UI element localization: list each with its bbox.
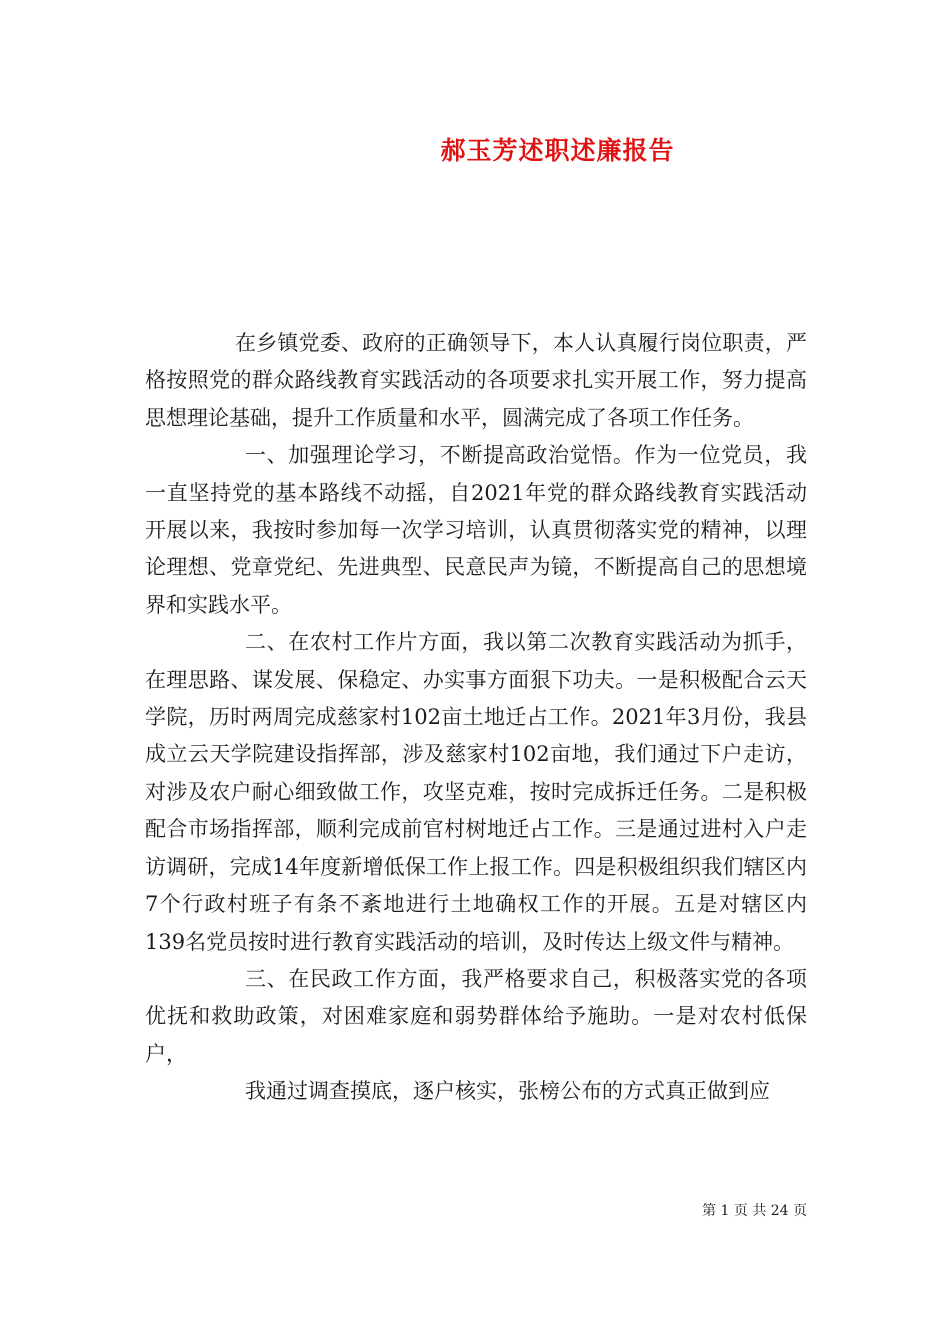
- paragraph-section-2: 二、在农村工作片方面，我以第二次教育实践活动为抓手，在理思路、谋发展、保稳定、办实事方面狠下功夫。一是积极配合云天学院，历时两周完成慈家村102亩土地迁占工作。2021年3月份，我县成立云天学院建设指挥部，涉及慈家村102亩地，我们通过下户走访，对涉及农户耐心细致做工作，攻坚克难，按时完成拆迁任务。二是积极配合市场指挥部，顺利完成前官村树地迁占工作。三是通过进村入户走访调研，完成14年度新增低保工作上报工作。四是积极组织我们辖区内7个行政村班子有条不紊地进行土地确权工作的开展。五是对辖区内139名党员按时进行教育实践活动的培训，及时传达上级文件与精神。: [145, 630, 807, 954]
- document-title: 郝玉芳述职述廉报告: [440, 136, 675, 165]
- paragraph-intro: 在乡镇党委、政府的正确领导下，本人认真履行岗位职责，严格按照党的群众路线教育实践活动的各项要求扎实开展工作，努力提高思想理论基础，提升工作质量和水平，圆满完成了各项工作任务。: [145, 331, 807, 430]
- page-number: 第 1 页 共 24 页: [702, 1203, 807, 1219]
- paragraph-section-1: 一、加强理论学习，不断提高政治觉悟。作为一位党员，我一直坚持党的基本路线不动摇，自2021年党的群众路线教育实践活动开展以来，我按时参加每一次学习培训，认真贯彻落实党的精神，以理论理想、党章党纪、先进典型、民意民声为镜，不断提高自己的思想境界和实践水平。: [145, 443, 807, 617]
- document-body: [145, 325, 807, 1111]
- paragraph-continuation: 我通过调查摸底，逐户核实，张榜公布的方式真正做到应: [245, 1079, 770, 1104]
- paragraph-section-3: 三、在民政工作方面，我严格要求自己，积极落实党的各项优抚和救助政策，对困难家庭和弱势群体给予施助。一是对农村低保户，: [145, 966, 807, 1066]
